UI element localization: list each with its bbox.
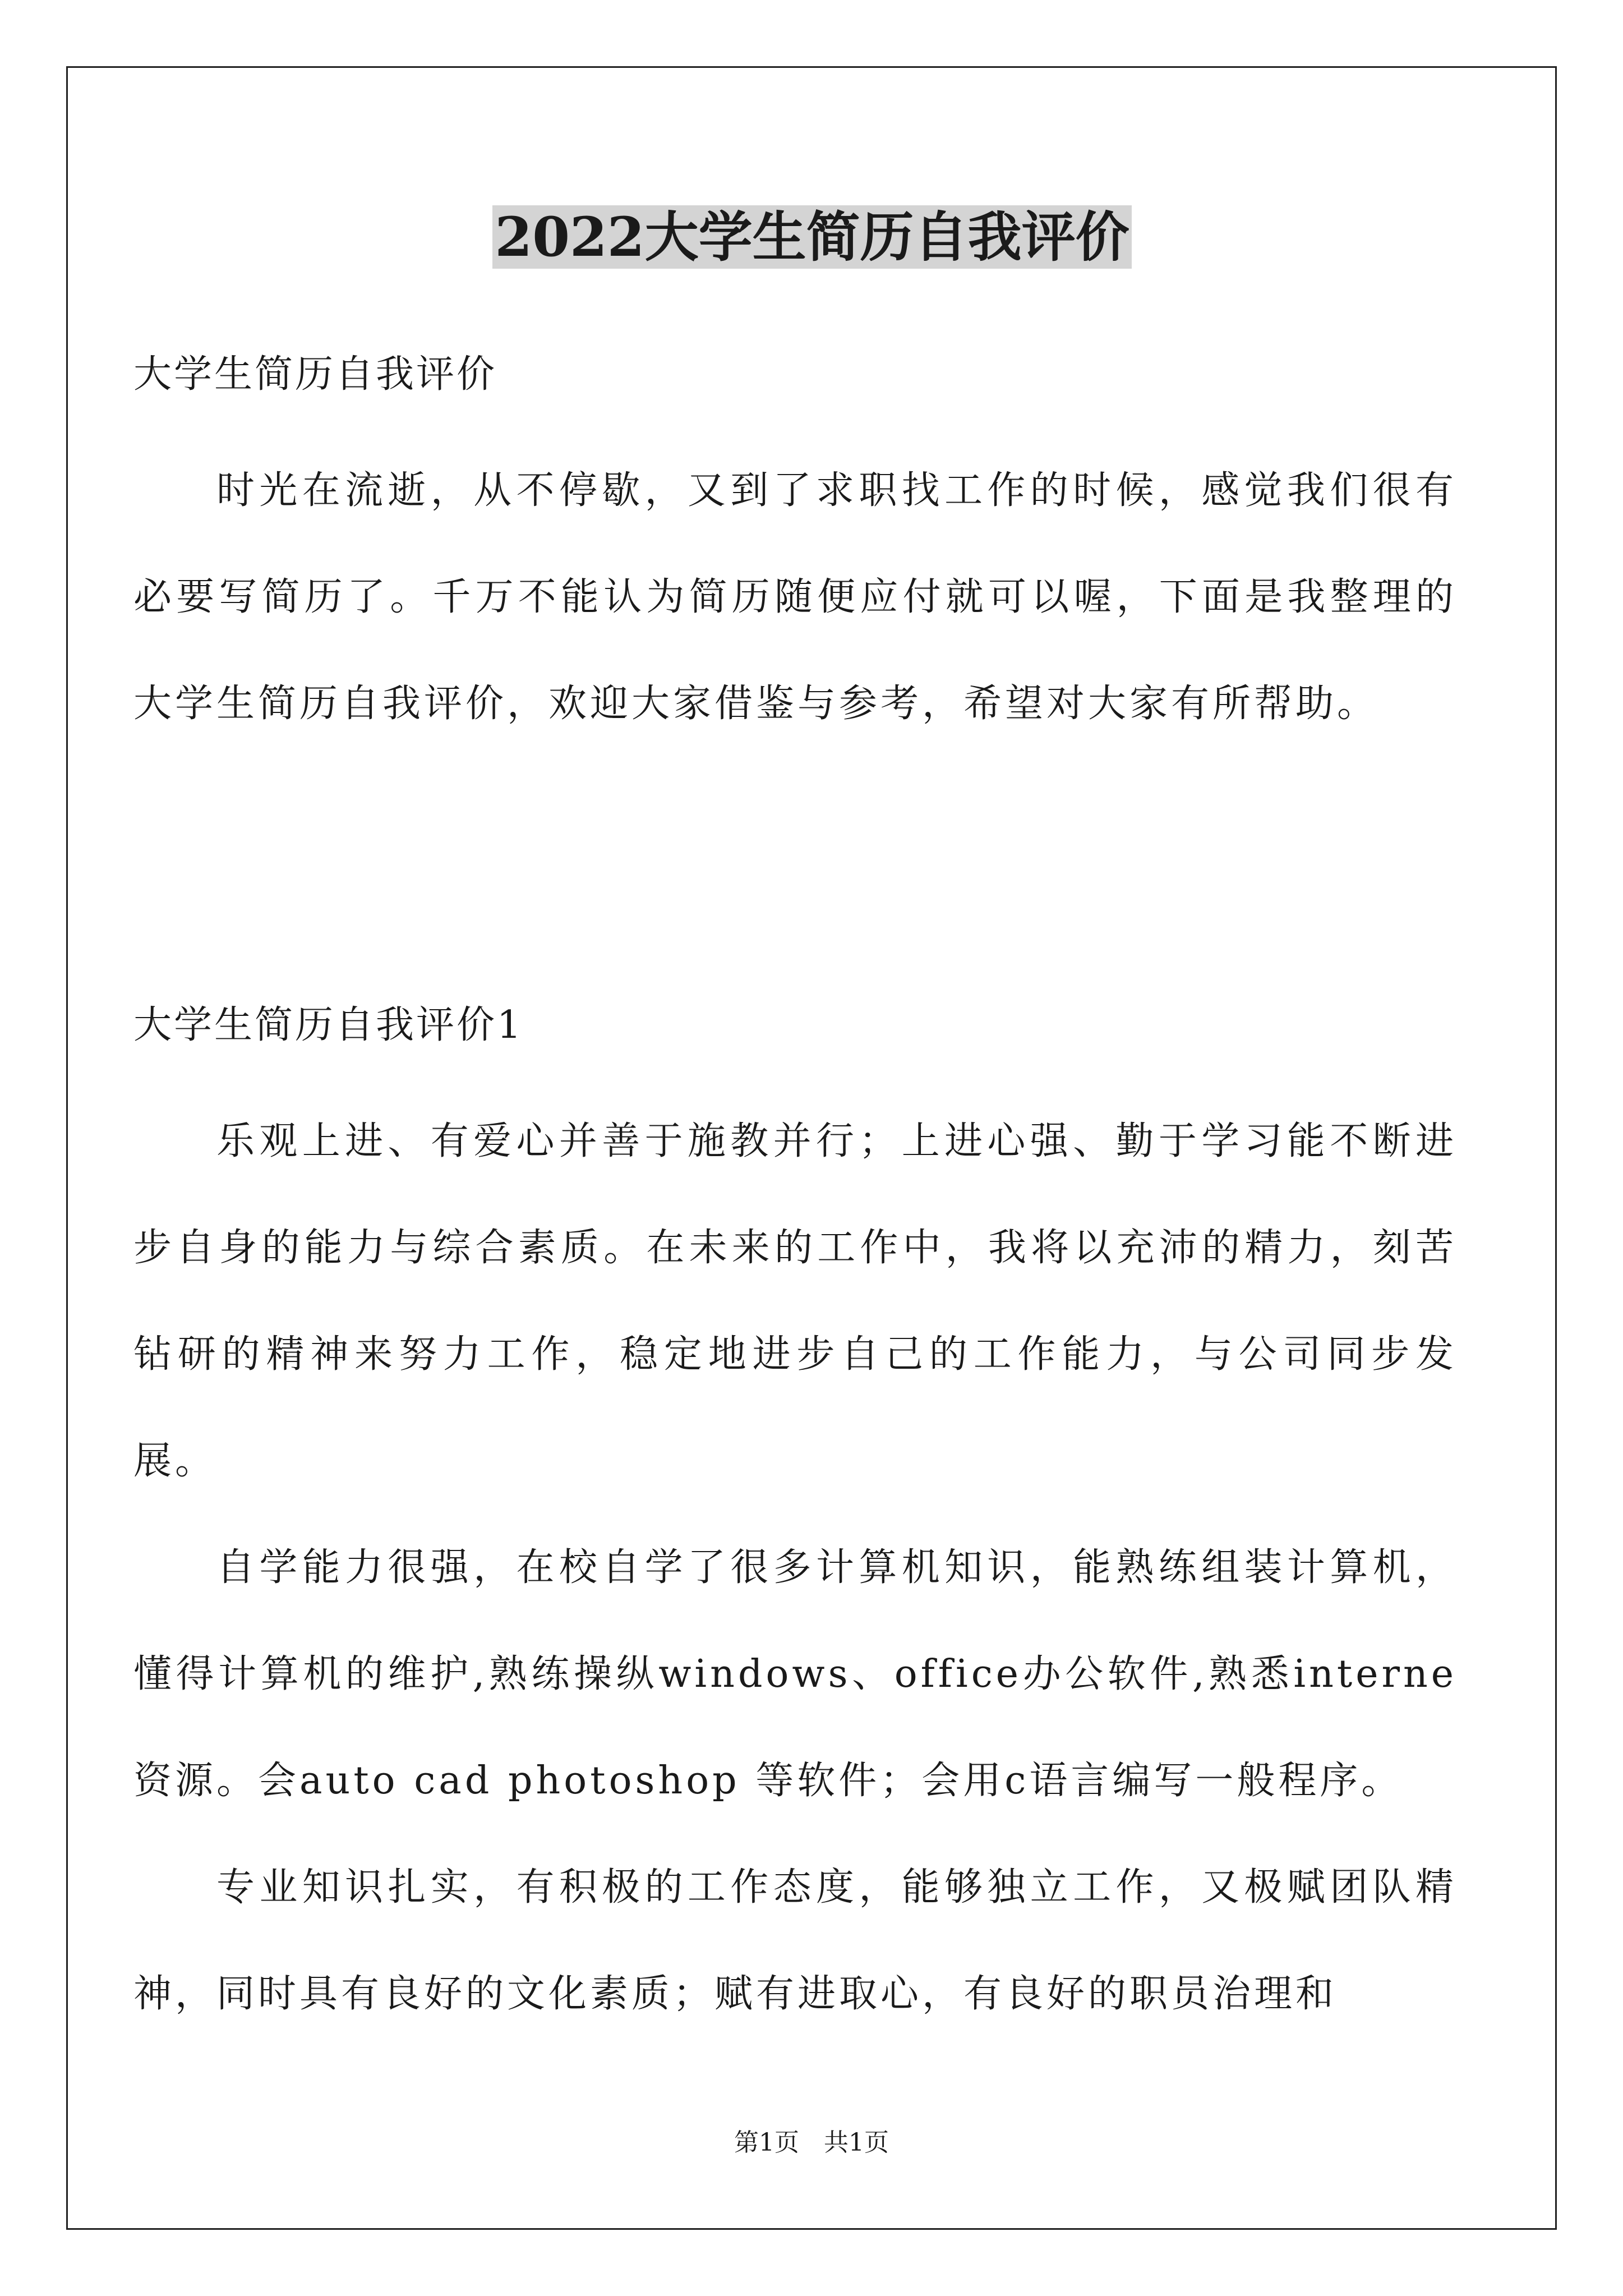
document-title <box>133 195 1491 279</box>
section1-heading: 大学生简历自我评价1 <box>133 1003 524 1047</box>
section1-paragraph-1: 乐观上进、有爱心并善于施教并行；上进心强、勤于学习能不断进步自身的能力与综合素质。在未来的工作中，我将以充沛的精力，刻苦钻研的精神来努力工作，稳定地进步自己的工作能力，与公司同步发展。 <box>133 1119 1457 1483</box>
document-title-text: 2022大学生简历自我评价 <box>492 205 1131 269</box>
intro-heading: 大学生简历自我评价 <box>133 352 497 397</box>
section1-paragraph-3: 专业知识扎实，有积极的工作态度，能够独立工作，又极赋团队精神，同时具有良好的文化素质；赋有进取心，有良好的职员治理和 <box>133 1865 1457 2016</box>
intro-paragraph: 时光在流逝，从不停歇，又到了求职找工作的时候，感觉我们很有必要写简历了。千万不能认为简历随便应付就可以喔，下面是我整理的大学生简历自我评价，欢迎大家借鉴与参考，希望对大家有所帮助。 <box>133 468 1457 726</box>
section1-paragraph-2: 自学能力很强，在校自学了很多计算机知识，能熟练组装计算机，懂得计算机的维护,熟练操纵windows、office办公软件,熟悉interne资源。会auto cad photoshop 等软件；会用c语言编写一般程序。 <box>133 1545 1457 1803</box>
page-footer: 第1页 共1页 <box>734 2128 889 2157</box>
